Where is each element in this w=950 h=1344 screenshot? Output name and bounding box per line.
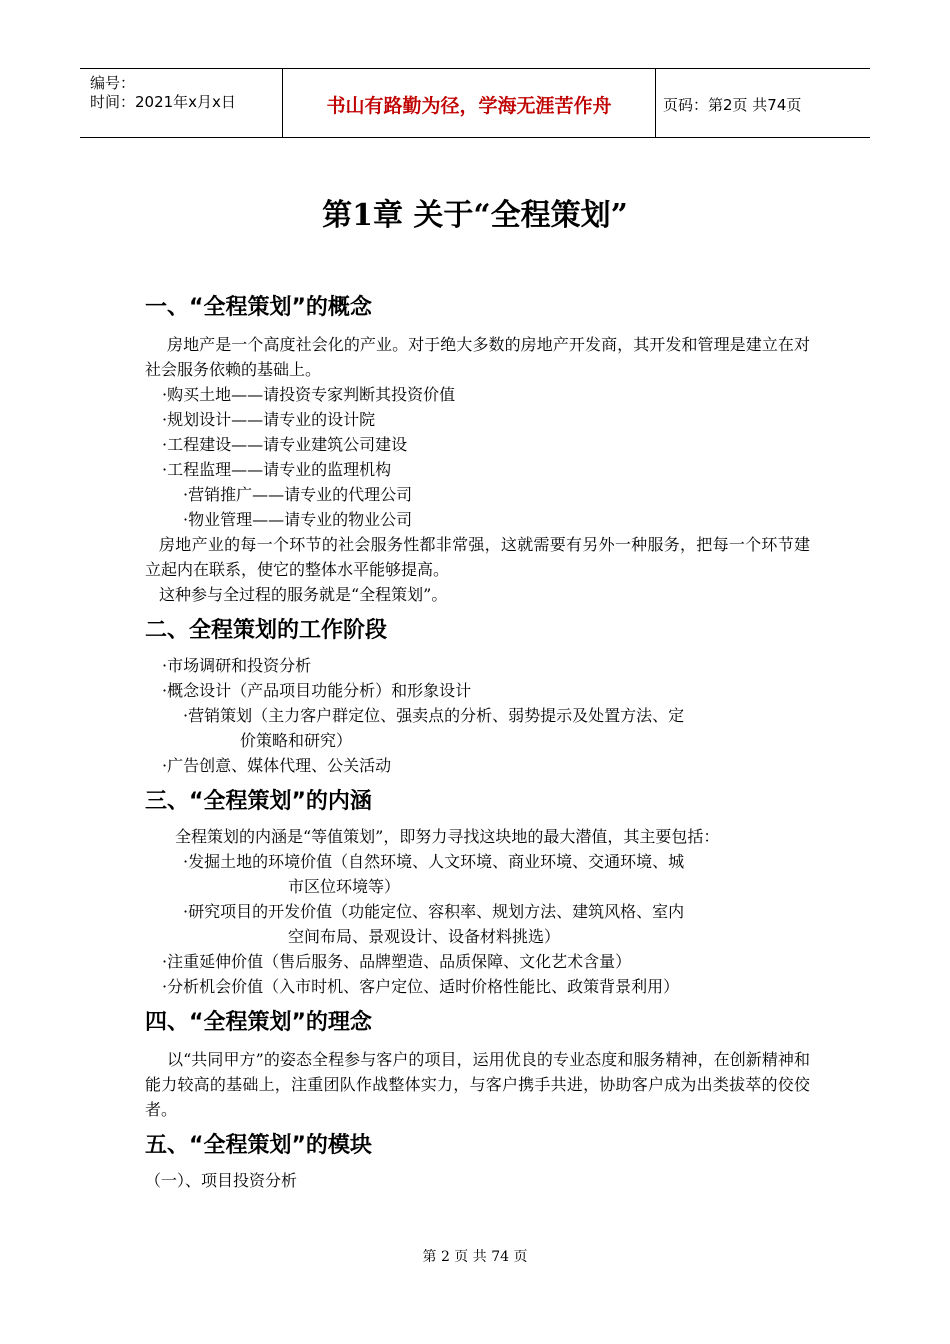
header-center-cell — [282, 69, 656, 137]
list-item: ·研究项目的开发价值（功能定位、容积率、规划方法、建筑风格、室内 — [183, 902, 685, 921]
section-3-intro: 全程策划的内涵是“等值策划”，即努力寻找这块地的最大潜值，其主要包括： — [175, 827, 720, 846]
page-info: 页码：第2页 共74页 — [663, 96, 802, 114]
time-label: 时间：2021年x月x日 — [90, 93, 236, 111]
page-footer: 第 2 页 共 74 页 — [422, 1249, 528, 1265]
header-right-cell — [655, 69, 870, 137]
section-3-title: 三、“全程策划”的内涵 — [145, 789, 372, 814]
list-item: ·发掘土地的环境价值（自然环境、人文环境、商业环境、交通环境、城 — [183, 852, 685, 871]
list-item: ·规划设计——请专业的设计院 — [162, 410, 376, 429]
section-1-intro: 房地产是一个高度社会化的产业。对于绝大多数的房地产开发商，其开发和管理是建立在对社会服务依赖的基础上。 — [145, 335, 810, 379]
page-header — [80, 68, 870, 138]
section-1-para-2: 房地产业的每一个环节的社会服务性都非常强，这就需要有另外一种服务，把每一个环节建立起内在联系，使它的整体水平能够提高。 — [145, 535, 810, 579]
document-body — [145, 290, 810, 1193]
motto: 书山有路勤为径，学海无涯苦作舟 — [326, 95, 612, 117]
list-item: ·工程监理——请专业的监理机构 — [162, 460, 392, 479]
list-item: ·工程建设——请专业建筑公司建设 — [162, 435, 408, 454]
list-item: ·概念设计（产品项目功能分析）和形象设计 — [162, 681, 472, 700]
list-item-continuation: 市区位环境等） — [288, 877, 401, 896]
section-4-para: 以“共同甲方”的姿态全程参与客户的项目，运用优良的专业态度和服务精神，在创新精神和能力较高的基础上，注重团队作战整体实力，与客户携手共进，协助客户成为出类拔萃的佼佼者。 — [145, 1050, 810, 1119]
section-5-title: 五、“全程策划”的模块 — [145, 1133, 372, 1158]
section-4-title: 四、“全程策划”的理念 — [145, 1010, 372, 1035]
section-2-title: 二、全程策划的工作阶段 — [145, 618, 388, 643]
list-item: ·市场调研和投资分析 — [162, 656, 312, 675]
subsection-title: （一）、项目投资分析 — [145, 1171, 298, 1190]
list-item: ·营销推广——请专业的代理公司 — [183, 485, 413, 504]
list-item-continuation: 空间布局、景观设计、设备材料挑选） — [288, 927, 561, 946]
list-item: ·分析机会价值（入市时机、客户定位、适时价格性能比、政策背景利用） — [162, 977, 680, 996]
header-left-cell — [80, 69, 282, 137]
list-item: ·购买土地——请投资专家判断其投资价值 — [162, 385, 456, 404]
section-1-title: 一、“全程策划”的概念 — [145, 295, 372, 320]
list-item: ·注重延伸价值（售后服务、品牌塑造、品质保障、文化艺术含量） — [162, 952, 632, 971]
list-item: ·物业管理——请专业的物业公司 — [183, 510, 413, 529]
list-item: ·营销策划（主力客户群定位、强卖点的分析、弱势提示及处置方法、定 — [183, 706, 685, 725]
chapter-title: 第1章 关于“全程策划” — [322, 198, 628, 233]
list-item: ·广告创意、媒体代理、公关活动 — [162, 756, 392, 775]
list-item-continuation: 价策略和研究） — [240, 731, 353, 750]
section-1-para-3: 这种参与全过程的服务就是“全程策划”。 — [159, 585, 448, 604]
number-label: 编号： — [90, 74, 136, 92]
